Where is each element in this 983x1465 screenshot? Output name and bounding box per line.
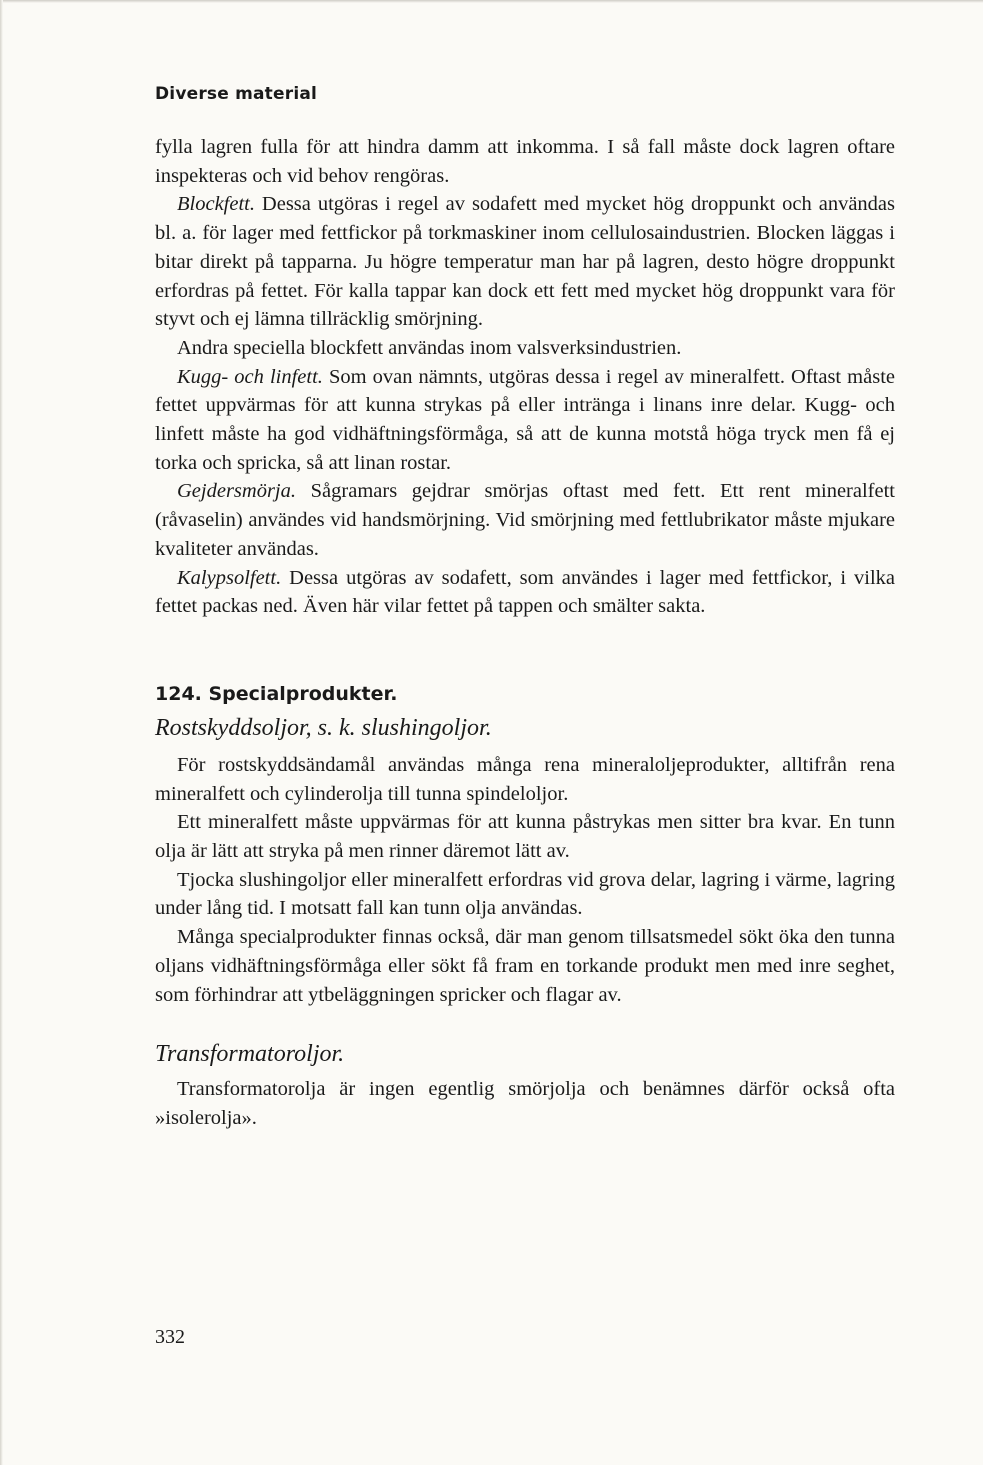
page-number: 332 — [155, 1326, 185, 1348]
subsection-title-transformator: Transformatoroljor. — [155, 1041, 345, 1068]
page-top-edge — [0, 0, 983, 3]
page-left-edge — [0, 0, 3, 1465]
item-blockfett — [155, 190, 895, 334]
item-text: Sågramars gejdrar smörjas oftast med fett. Ett rent mineralfett (råvaselin) användes vid handsmörjning. Vid smörjning med fettlubrikator måste mjukare kvaliteter användas. — [155, 480, 895, 560]
rostskydd-paragraph: Tjocka slushingoljor eller mineralfett erfordras vid grova delar, lagring i värme, lagring under lång tid. I motsatt fall kan tunn olja användas. — [155, 868, 895, 920]
item-term: Blockfett. — [177, 193, 255, 216]
rostskydd-paragraph: Ett mineralfett måste uppvärmas för att kunna påstrykas men sitter bra kvar. En tunn olja är lätt att stryka på men rinner däremot lätt av. — [155, 811, 895, 863]
item-gejdersmorja — [155, 477, 895, 563]
item-kugg-linfett — [155, 363, 895, 478]
item-term: Kugg- och linfett. — [177, 365, 323, 388]
transformator-paragraph: Transformatorolja är ingen egentlig smörjolja och benämnes därför också ofta »isolerolja». — [155, 1078, 895, 1129]
subsection-title-rostskydd: Rostskyddsoljor, s. k. slushingoljor. — [155, 714, 492, 741]
item-text: Som ovan nämnts, utgöras dessa i regel av mineralfett. Oftast måste fettet uppvärmas för att kunna strykas på eller intränga i linans inre delar. Kugg- och linfett måste ha god vidhäftningsförmåga, så att de kunna motstå höga tryck men få ej torka och spricka, så att linan rostar. — [155, 365, 895, 474]
intro-paragraph: fylla lagren fulla för att hindra damm att inkomma. I så fall måste dock lagren oftare inspekteras och vid behov rengöras. — [155, 136, 895, 187]
item-text: Dessa utgöras i regel av sodafett med mycket hög droppunkt och användas bl. a. för lager med fettfickor på torkmaskiner inom cellulosaindustrien. Blocken läggas i bitar direkt på tapparna. Ju högre temperatur man har på lagren, desto högre droppunkt erfordras på fettet. För kalla tappar kan dock ett fett med mycket hög droppunkt vara för styvt och ej lämna tillräcklig smörjning. — [155, 193, 895, 331]
section-heading: 124. Specialprodukter. — [155, 682, 398, 705]
page-body — [155, 133, 895, 1133]
item-kalypsolfett — [155, 564, 895, 621]
item-blockfett-note — [155, 334, 895, 363]
rostskydd-paragraph: Många specialprodukter finnas också, där man genom tillsatsmedel sökt öka den tunna oljans vidhäftningsförmåga eller sökt få fram en torkande produkt men med inre seghet, som förhindrar att ytbeläggningen spricker och flagar av. — [155, 926, 895, 1006]
item-text: Dessa utgöras av sodafett, som användes i lager med fettfickor, i vilka fettet packas ned. Även här vilar fettet på tappen och smälter sakta. — [155, 566, 895, 618]
item-term: Gejdersmörja. — [177, 480, 297, 503]
running-head: Diverse material — [155, 84, 318, 104]
rostskydd-paragraph: För rostskyddsändamål användas många rena mineraloljeprodukter, alltifrån rena mineralfett och cylinderolja till tunna spindeloljor. — [155, 753, 895, 805]
item-text: Andra speciella blockfett användas inom valsverksindustrien. — [177, 336, 682, 359]
item-term: Kalypsolfett. — [177, 566, 282, 589]
